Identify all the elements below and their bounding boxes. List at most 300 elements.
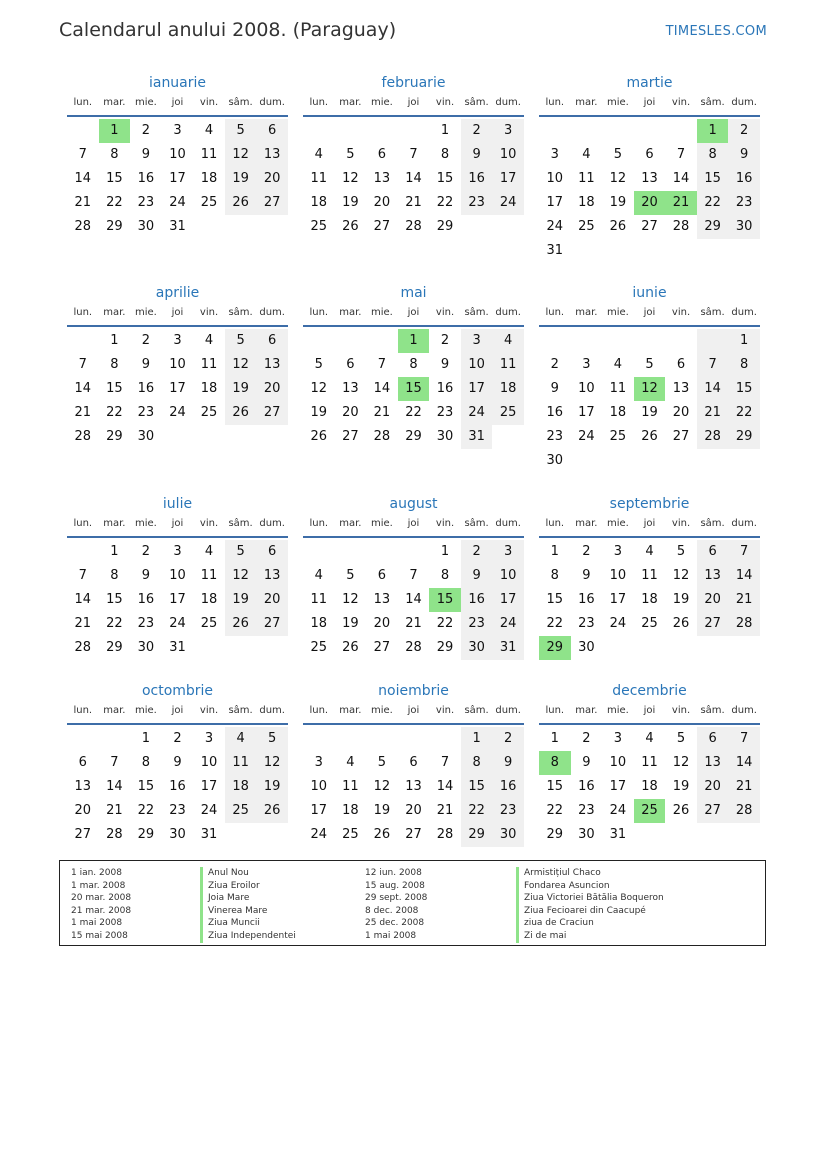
day-grid <box>303 727 524 847</box>
day-cell: 7 <box>409 568 418 583</box>
month-mai <box>303 282 524 449</box>
day-cell: 19 <box>373 803 391 818</box>
day-cell: 26 <box>310 429 328 444</box>
day-cell: 21 <box>74 195 92 210</box>
day-cell: 5 <box>346 147 355 162</box>
day-cell: 8 <box>110 357 119 372</box>
day-cell: 29 <box>546 827 564 842</box>
day-cell: 15 <box>728 377 760 401</box>
day-cell: 27 <box>74 827 92 842</box>
month-name: martie <box>626 75 673 91</box>
day-cell: 22 <box>697 191 729 215</box>
day-cell: 27 <box>373 219 391 234</box>
holiday-name: Fondarea Asuncion <box>516 880 664 893</box>
day-cell: 26 <box>373 827 391 842</box>
day-cell: 11 <box>225 751 257 775</box>
weekday-header <box>539 515 760 538</box>
holiday-name: ziua de Craciun <box>516 917 664 930</box>
day-cell: 2 <box>550 357 559 372</box>
day-cell: 30 <box>169 827 186 842</box>
day-cell: 26 <box>342 640 359 655</box>
day-cell: 31 <box>169 640 186 655</box>
weekday-label: dum. <box>259 705 285 716</box>
page-title: Calendarul anului 2008. (Paraguay) <box>59 19 397 41</box>
weekday-label: lun. <box>73 705 93 716</box>
day-cell: 23 <box>436 405 454 420</box>
weekday-label: lun. <box>545 705 565 716</box>
month-name: noiembrie <box>378 683 449 699</box>
day-cell: 28 <box>373 429 391 444</box>
day-cell: 6 <box>645 147 654 162</box>
holiday-names-col-2 <box>516 867 664 943</box>
day-cell: 23 <box>137 616 155 631</box>
day-cell: 28 <box>74 640 92 655</box>
day-cell: 13 <box>256 564 288 588</box>
day-cell: 20 <box>672 405 690 420</box>
day-cell: 17 <box>169 592 186 607</box>
empty-day-cell <box>634 119 666 143</box>
day-cell: 28 <box>405 640 422 655</box>
day-cell: 29 <box>137 827 155 842</box>
weekday-label: sâm. <box>228 307 253 318</box>
day-cell: 17 <box>169 171 186 186</box>
day-cell: 27 <box>697 799 729 823</box>
month-name: ianuarie <box>148 75 207 91</box>
brand-link[interactable]: TIMESLES.COM <box>665 24 767 39</box>
day-cell: 25 <box>641 616 658 631</box>
day-cell: 2 <box>173 731 182 746</box>
weekday-label: dum. <box>495 705 521 716</box>
day-cell: 27 <box>697 612 729 636</box>
day-grid <box>539 727 760 847</box>
weekday-header <box>303 702 524 725</box>
day-cell: 12 <box>342 592 359 607</box>
day-cell: 21 <box>436 803 454 818</box>
empty-day-cell <box>429 727 461 751</box>
holiday-list <box>59 860 766 946</box>
day-cell: 16 <box>137 171 155 186</box>
month-august <box>303 493 524 660</box>
day-cell: 18 <box>492 377 524 401</box>
day-cell: 20 <box>256 588 288 612</box>
day-cell: 23 <box>546 429 564 444</box>
day-cell: 13 <box>641 171 658 186</box>
day-cell: 28 <box>74 429 92 444</box>
day-cell: 27 <box>672 429 690 444</box>
day-cell: 14 <box>74 171 92 186</box>
weekday-label: mie. <box>134 705 157 716</box>
day-cell: 19 <box>225 377 257 401</box>
day-cell: 4 <box>204 333 214 348</box>
day-cell: 6 <box>256 119 288 143</box>
day-grid <box>303 540 524 660</box>
weekday-label: lun. <box>309 705 329 716</box>
weekday-label: dum. <box>731 518 757 529</box>
holiday-name: Ziua Fecioarei din Caacupé <box>516 905 664 918</box>
empty-day-cell <box>67 119 99 143</box>
empty-day-cell <box>303 540 335 564</box>
day-cell: 12 <box>225 564 257 588</box>
day-cell: 4 <box>346 755 355 770</box>
day-cell: 14 <box>728 564 760 588</box>
day-cell: 21 <box>74 405 92 420</box>
day-cell: 16 <box>546 405 564 420</box>
day-cell: 16 <box>578 779 595 794</box>
weekday-label: mie. <box>370 705 393 716</box>
day-cell: 2 <box>582 731 591 746</box>
empty-day-cell <box>366 540 398 564</box>
day-cell: 22 <box>546 803 564 818</box>
day-cell: 10 <box>169 147 186 162</box>
day-cell: 17 <box>492 167 524 191</box>
day-cell: 17 <box>169 381 186 396</box>
empty-day-cell <box>303 727 335 751</box>
day-cell: 2 <box>728 119 760 143</box>
month-name: aprilie <box>155 285 200 301</box>
day-cell: 16 <box>137 381 155 396</box>
day-cell: 3 <box>613 544 623 559</box>
day-cell: 7 <box>377 357 387 372</box>
day-cell: 3 <box>173 544 182 559</box>
day-cell: 16 <box>436 381 454 396</box>
day-cell: 15 <box>137 779 155 794</box>
day-cell: 27 <box>256 191 288 215</box>
day-cell: 8 <box>110 147 119 162</box>
day-cell: 21 <box>106 803 123 818</box>
day-cell: 8 <box>110 568 119 583</box>
day-cell: 26 <box>641 429 658 444</box>
day-cell: 5 <box>225 540 257 564</box>
holiday-day-cell: 15 <box>429 588 461 612</box>
day-cell: 25 <box>492 401 524 425</box>
day-cell: 11 <box>200 357 218 372</box>
day-cell: 29 <box>728 425 760 449</box>
weekday-label: mie. <box>134 518 157 529</box>
weekday-label: mar. <box>103 705 126 716</box>
day-cell: 13 <box>405 779 422 794</box>
day-cell: 15 <box>436 171 454 186</box>
empty-day-cell <box>303 119 335 143</box>
day-cell: 7 <box>409 147 418 162</box>
weekday-label: vin. <box>671 518 691 529</box>
day-cell: 25 <box>578 219 595 234</box>
holiday-day-cell: 12 <box>634 377 666 401</box>
day-cell: 7 <box>78 568 87 583</box>
day-cell: 29 <box>405 429 422 444</box>
day-cell: 23 <box>137 195 155 210</box>
holiday-names-col-1 <box>200 867 296 943</box>
holiday-date: 15 mai 2008 <box>71 930 128 941</box>
weekday-label: mar. <box>575 705 598 716</box>
month-octombrie <box>67 680 288 847</box>
day-cell: 17 <box>492 588 524 612</box>
weekday-label: mar. <box>103 97 126 108</box>
weekday-label: joi <box>407 518 420 529</box>
day-cell: 15 <box>106 381 123 396</box>
day-grid <box>67 540 288 660</box>
weekday-label: sâm. <box>228 705 253 716</box>
weekday-label: sâm. <box>228 518 253 529</box>
day-cell: 30 <box>728 215 760 239</box>
weekday-label: lun. <box>545 518 565 529</box>
weekday-label: vin. <box>199 307 219 318</box>
day-grid <box>539 119 760 263</box>
day-cell: 31 <box>200 827 218 842</box>
holiday-date: 15 aug. 2008 <box>365 880 425 891</box>
weekday-label: vin. <box>671 307 691 318</box>
day-cell: 18 <box>200 171 218 186</box>
weekday-label: joi <box>407 705 420 716</box>
holiday-day-cell: 1 <box>99 119 131 143</box>
day-cell: 19 <box>342 195 359 210</box>
day-cell: 9 <box>440 357 450 372</box>
day-cell: 6 <box>346 357 355 372</box>
day-cell: 29 <box>436 219 454 234</box>
month-name: mai <box>400 285 427 301</box>
month-septembrie <box>539 493 760 660</box>
weekday-label: joi <box>643 705 656 716</box>
day-cell: 10 <box>546 171 564 186</box>
day-cell: 5 <box>676 731 686 746</box>
empty-day-cell <box>665 329 697 353</box>
day-cell: 3 <box>492 540 524 564</box>
day-cell: 13 <box>697 751 729 775</box>
day-cell: 24 <box>578 429 595 444</box>
day-cell: 21 <box>405 195 422 210</box>
weekday-label: mie. <box>606 518 629 529</box>
weekday-label: sâm. <box>700 705 725 716</box>
month-noiembrie <box>303 680 524 847</box>
day-cell: 5 <box>346 568 355 583</box>
day-cell: 19 <box>609 195 627 210</box>
day-cell: 7 <box>78 357 87 372</box>
day-cell: 25 <box>200 405 218 420</box>
day-cell: 24 <box>609 803 627 818</box>
day-cell: 13 <box>697 564 729 588</box>
month-name: februarie <box>381 75 446 91</box>
day-cell: 22 <box>728 401 760 425</box>
day-cell: 9 <box>461 564 493 588</box>
day-cell: 12 <box>672 755 690 770</box>
day-cell: 5 <box>645 357 654 372</box>
day-cell: 23 <box>578 803 595 818</box>
day-cell: 31 <box>461 425 493 449</box>
day-cell: 24 <box>546 219 564 234</box>
day-cell: 12 <box>225 353 257 377</box>
day-cell: 10 <box>492 143 524 167</box>
holiday-date: 25 dec. 2008 <box>365 918 425 929</box>
day-cell: 3 <box>173 333 182 348</box>
day-cell: 1 <box>110 333 119 348</box>
day-cell: 2 <box>141 123 151 138</box>
day-cell: 28 <box>672 219 690 234</box>
empty-day-cell <box>303 329 335 353</box>
day-cell: 11 <box>200 147 218 162</box>
day-cell: 9 <box>550 381 559 396</box>
day-cell: 24 <box>169 405 186 420</box>
month-ianuarie <box>67 72 288 239</box>
day-cell: 13 <box>672 381 690 396</box>
day-cell: 1 <box>141 731 151 746</box>
day-cell: 22 <box>405 405 422 420</box>
day-cell: 7 <box>78 147 87 162</box>
weekday-label: joi <box>171 705 184 716</box>
day-cell: 30 <box>137 429 155 444</box>
weekday-label: mar. <box>339 307 362 318</box>
day-cell: 29 <box>106 429 123 444</box>
day-cell: 3 <box>492 119 524 143</box>
day-cell: 10 <box>492 564 524 588</box>
empty-day-cell <box>602 329 634 353</box>
weekday-label: mie. <box>606 307 629 318</box>
empty-day-cell <box>539 329 571 353</box>
day-cell: 9 <box>141 147 151 162</box>
day-cell: 16 <box>461 167 493 191</box>
day-cell: 23 <box>728 191 760 215</box>
day-cell: 21 <box>74 616 92 631</box>
day-cell: 19 <box>672 592 690 607</box>
weekday-label: mar. <box>339 705 362 716</box>
day-cell: 16 <box>461 588 493 612</box>
day-cell: 14 <box>405 171 422 186</box>
month-aprilie <box>67 282 288 449</box>
day-cell: 4 <box>314 568 323 583</box>
holiday-day-cell: 29 <box>539 636 571 660</box>
holiday-dates-col-1 <box>71 867 131 943</box>
weekday-label: vin. <box>199 518 219 529</box>
month-martie <box>539 72 760 263</box>
day-cell: 3 <box>582 357 591 372</box>
holiday-date: 1 mai 2008 <box>71 918 123 929</box>
day-cell: 26 <box>225 191 257 215</box>
day-cell: 27 <box>342 429 359 444</box>
day-cell: 10 <box>609 568 627 583</box>
day-cell: 13 <box>373 592 391 607</box>
day-grid <box>67 727 288 847</box>
empty-day-cell <box>398 540 430 564</box>
day-cell: 15 <box>461 775 493 799</box>
day-cell: 22 <box>106 195 123 210</box>
month-name: octombrie <box>141 683 214 699</box>
day-cell: 3 <box>613 731 623 746</box>
weekday-label: lun. <box>309 307 329 318</box>
day-cell: 4 <box>314 147 323 162</box>
day-cell: 18 <box>225 775 257 799</box>
day-cell: 3 <box>550 147 559 162</box>
day-cell: 5 <box>225 329 257 353</box>
day-cell: 21 <box>405 616 422 631</box>
holiday-name: Zi de mai <box>516 930 664 943</box>
empty-day-cell <box>335 540 367 564</box>
weekday-label: vin. <box>199 97 219 108</box>
weekday-label: lun. <box>73 97 93 108</box>
day-cell: 6 <box>409 755 418 770</box>
empty-day-cell <box>335 727 367 751</box>
weekday-label: sâm. <box>464 97 489 108</box>
day-cell: 6 <box>256 329 288 353</box>
day-cell: 22 <box>461 799 493 823</box>
weekday-label: joi <box>643 518 656 529</box>
day-cell: 17 <box>609 592 627 607</box>
day-cell: 28 <box>106 827 123 842</box>
day-cell: 25 <box>225 799 257 823</box>
day-cell: 7 <box>110 755 119 770</box>
day-cell: 26 <box>256 799 288 823</box>
day-cell: 24 <box>461 401 493 425</box>
day-cell: 4 <box>613 357 623 372</box>
day-cell: 10 <box>310 779 328 794</box>
day-cell: 27 <box>256 401 288 425</box>
day-cell: 19 <box>225 167 257 191</box>
month-name: decembrie <box>612 683 687 699</box>
weekday-label: vin. <box>199 705 219 716</box>
holiday-name: Anul Nou <box>200 867 296 880</box>
day-cell: 11 <box>200 568 218 583</box>
day-cell: 31 <box>492 636 524 660</box>
holiday-date: 8 dec. 2008 <box>365 905 419 916</box>
day-cell: 22 <box>106 616 123 631</box>
day-cell: 14 <box>74 592 92 607</box>
day-cell: 26 <box>225 401 257 425</box>
weekday-label: mie. <box>134 97 157 108</box>
month-name: iunie <box>632 285 667 301</box>
day-cell: 18 <box>342 803 359 818</box>
day-cell: 24 <box>310 827 328 842</box>
day-cell: 24 <box>492 612 524 636</box>
weekday-header <box>67 515 288 538</box>
holiday-date: 20 mar. 2008 <box>71 893 132 904</box>
weekday-header <box>303 94 524 117</box>
weekday-label: dum. <box>259 97 285 108</box>
day-cell: 15 <box>106 171 123 186</box>
day-cell: 28 <box>436 827 454 842</box>
weekday-label: lun. <box>545 97 565 108</box>
day-cell: 18 <box>609 405 627 420</box>
day-cell: 6 <box>377 147 387 162</box>
day-cell: 12 <box>609 171 627 186</box>
day-cell: 15 <box>546 779 564 794</box>
empty-day-cell <box>99 727 131 751</box>
weekday-label: dum. <box>495 307 521 318</box>
day-cell: 21 <box>373 405 391 420</box>
day-cell: 22 <box>546 616 564 631</box>
weekday-label: sâm. <box>700 97 725 108</box>
day-cell: 11 <box>641 755 658 770</box>
day-cell: 19 <box>641 405 658 420</box>
day-cell: 30 <box>578 640 595 655</box>
day-cell: 14 <box>436 779 454 794</box>
month-name: iulie <box>162 496 193 512</box>
day-cell: 2 <box>440 333 450 348</box>
day-cell: 28 <box>697 425 729 449</box>
day-cell: 29 <box>436 640 454 655</box>
day-cell: 7 <box>697 353 729 377</box>
day-cell: 31 <box>609 827 627 842</box>
day-cell: 26 <box>672 803 690 818</box>
day-cell: 11 <box>492 353 524 377</box>
day-cell: 20 <box>405 803 422 818</box>
holiday-day-cell: 1 <box>398 329 430 353</box>
day-cell: 1 <box>110 544 119 559</box>
day-cell: 8 <box>440 147 450 162</box>
day-cell: 2 <box>141 333 151 348</box>
day-cell: 2 <box>461 540 493 564</box>
day-cell: 11 <box>342 779 359 794</box>
day-cell: 22 <box>106 405 123 420</box>
day-cell: 6 <box>697 540 729 564</box>
day-cell: 10 <box>609 755 627 770</box>
day-cell: 16 <box>578 592 595 607</box>
